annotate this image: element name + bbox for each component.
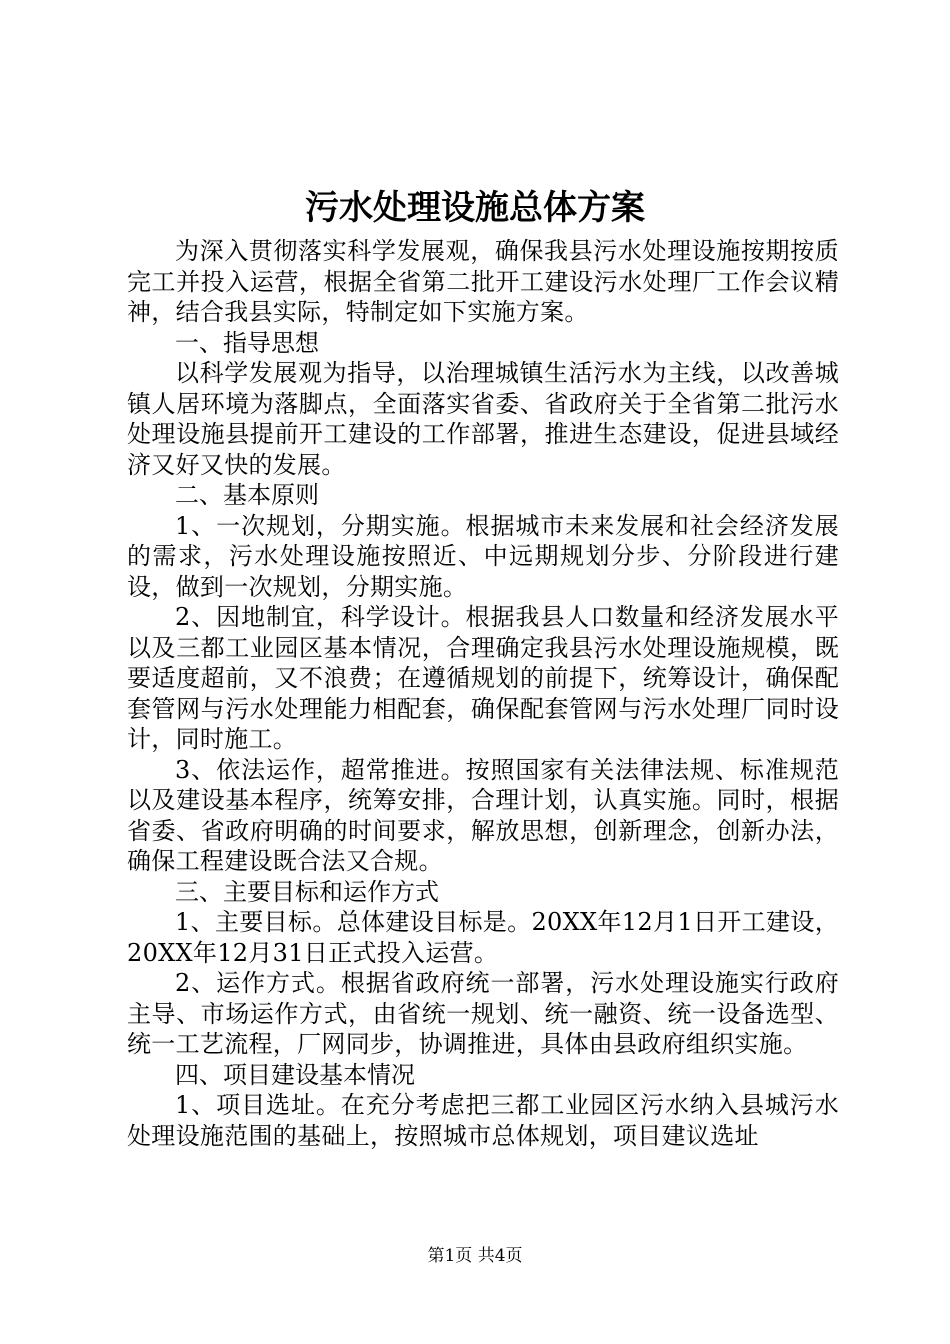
document-body [127, 236, 839, 1151]
section-heading-guiding-thought: 一、指导思想 [175, 328, 319, 357]
paragraph-guiding-thought: 以科学发展观为指导，以治理城镇生活污水为主线，以改善城镇人居环境为落脚点，全面落实省委、省政府关于全省第二批污水处理设施县提前开工建设的工作部署，推进生态建设，促进县域经济又好又快的发展。 [127, 359, 839, 479]
paragraph-goal-1: 1、主要目标。总体建设目标是。20XX年12月1日开工建设，20XX年12月31日正式投入运营。 [127, 908, 839, 967]
paragraph-goal-2: 2、运作方式。根据省政府统一部署，污水处理设施实行政府主导、市场运作方式，由省统一规划、统一融资、统一设备选型、统一工艺流程，厂网同步，协调推进，具体由县政府组织实施。 [127, 969, 839, 1058]
paragraph-principle-1: 1、一次规划，分期实施。根据城市未来发展和社会经济发展的需求，污水处理设施按照近、中远期规划分步、分阶段进行建设，做到一次规划，分期实施。 [127, 511, 839, 601]
paragraph-principle-3: 3、依法运作，超常推进。按照国家有关法律法规、标准规范以及建设基本程序，统筹安排，合理计划，认真实施。同时，根据省委、省政府明确的时间要求，解放思想，创新理念，创新办法，确保工程建设既合法又合规。 [127, 755, 839, 875]
paragraph-project-1: 1、项目选址。在充分考虑把三都工业园区污水纳入县城污水处理设施范围的基础上，按照城市总体规划，项目建议选址 [127, 1091, 839, 1150]
section-heading-goals: 三、主要目标和运作方式 [175, 877, 439, 906]
page-footer: 第1页 共4页 [427, 1246, 523, 1266]
section-heading-basic-principles: 二、基本原则 [175, 481, 319, 509]
paragraph-principle-2: 2、因地制宜，科学设计。根据我县人口数量和经济发展水平以及三都工业园区基本情况，合理确定我县污水处理设施规模，既要适度超前，又不浪费；在遵循规划的前提下，统筹设计，确保配套管网与污水处理能力相配套，确保配套管网与污水处理厂同时设计，同时施工。 [127, 603, 839, 753]
document-title: 污水处理设施总体方案 [305, 188, 645, 228]
section-heading-project: 四、项目建设基本情况 [175, 1060, 415, 1089]
paragraph-intro: 为深入贯彻落实科学发展观，确保我县污水处理设施按期按质完工并投入运营，根据全省第二批开工建设污水处理厂工作会议精神，结合我县实际，特制定如下实施方案。 [127, 237, 839, 326]
